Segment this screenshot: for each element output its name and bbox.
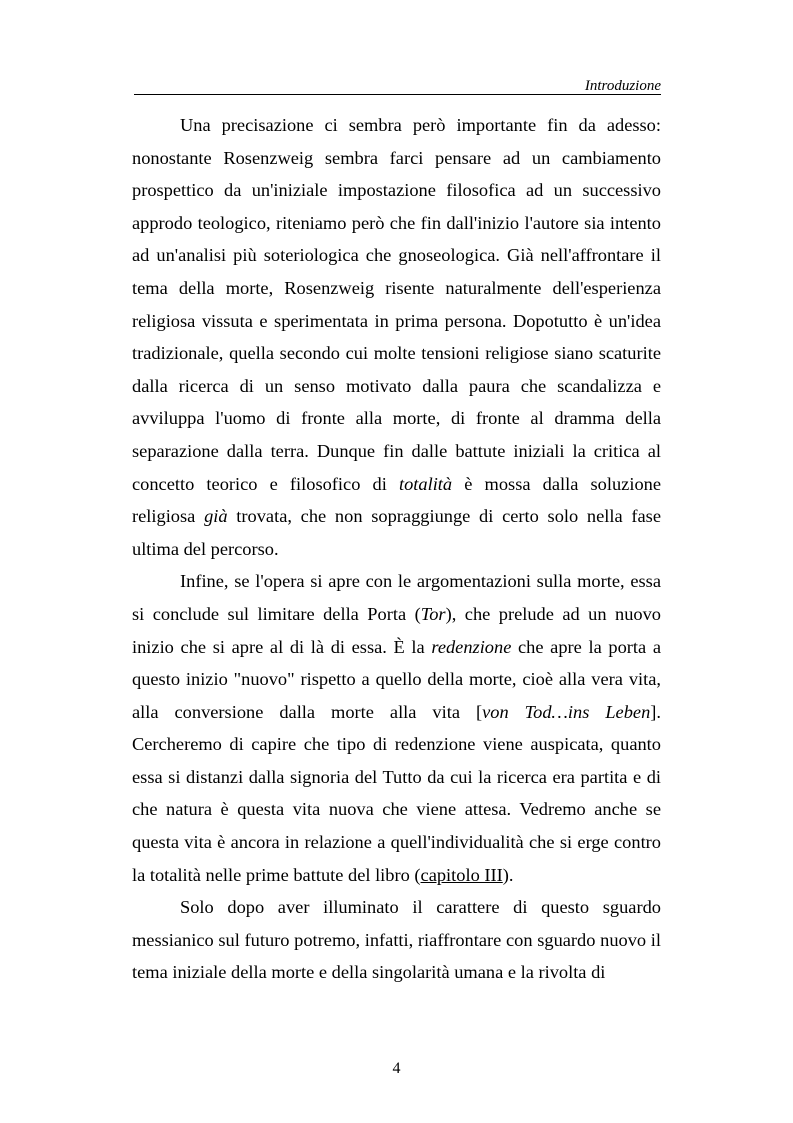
- header-rule: [134, 94, 661, 95]
- text-run: trovata, che non sopraggiunge di certo solo nella fase ultima del percorso.: [132, 506, 661, 559]
- emphasis-gia: già: [204, 506, 228, 527]
- paragraph-1: [132, 109, 661, 565]
- text-run: ]. Cercheremo di capire che tipo di redenzione viene auspicata, quanto essa si distanzi dalla signoria del Tutto da cui la ricerca era partita e di che natura è questa vita nuova che viene attesa. Vedremo anche se questa vita è ancora in relazione a quell'individualità che si erge contro la totalità nelle prime battute del libro (: [132, 701, 662, 885]
- paragraph-2: [132, 565, 661, 891]
- text-run: Solo dopo aver illuminato il carattere di questo sguardo messianico sul futuro potremo, infatti, riaffrontare con sguardo nuovo il tema iniziale della morte e della singolarità umana e la rivolta di: [132, 897, 661, 983]
- running-header: Introduzione: [584, 78, 661, 94]
- emphasis-totalita: totalità: [398, 473, 453, 494]
- emphasis-redenzione: redenzione: [431, 636, 512, 657]
- text-run: è mossa dalla soluzione religiosa: [132, 473, 661, 527]
- text-run: che apre la porta a questo inizio "nuovo" rispetto a quello della morte, cioè alla vera vita, alla conversione dalla morte alla vita [: [132, 636, 661, 722]
- text-run: ), che prelude ad un nuovo inizio che si apre al di là di essa. È la: [132, 603, 661, 657]
- paragraph-3: [132, 891, 661, 989]
- page-number: 4: [392, 1060, 401, 1077]
- emphasis-tor: Tor: [420, 603, 446, 624]
- emphasis-von-tod-ins-leben: von Tod…ins Leben: [482, 701, 651, 722]
- text-run: ).: [502, 864, 514, 885]
- body-text: [132, 109, 661, 989]
- chapter-3-link[interactable]: capitolo III: [420, 864, 503, 885]
- text-run: Infine, se l'opera si apre con le argomentazioni sulla morte, essa si conclude sul limitare della Porta (: [132, 571, 661, 624]
- text-run: Una precisazione ci sembra però importante fin da adesso: nonostante Rosenzweig sembra farci pensare ad un cambiamento prospettico da un'iniziale impostazione filosofica ad un successivo approdo teologico, riteniamo però che fin dall'inizio l'autore sia intento ad un'analisi più soteriologica che gnoseologica. Già nell'affrontare il tema della morte, Rosenzweig risente naturalmente dell'esperienza religiosa vissuta e sperimentata in prima persona. Dopotutto è un'idea tradizionale, quella secondo cui molte tensioni religiose siano scaturite dalla ricerca di un senso motivato dalla paura che scandalizza e avviluppa l'uomo di fronte alla morte, di fronte al dramma della separazione dalla terra. Dunque fin dalle battute iniziali la critica al concetto teorico e filosofico di: [132, 115, 661, 494]
